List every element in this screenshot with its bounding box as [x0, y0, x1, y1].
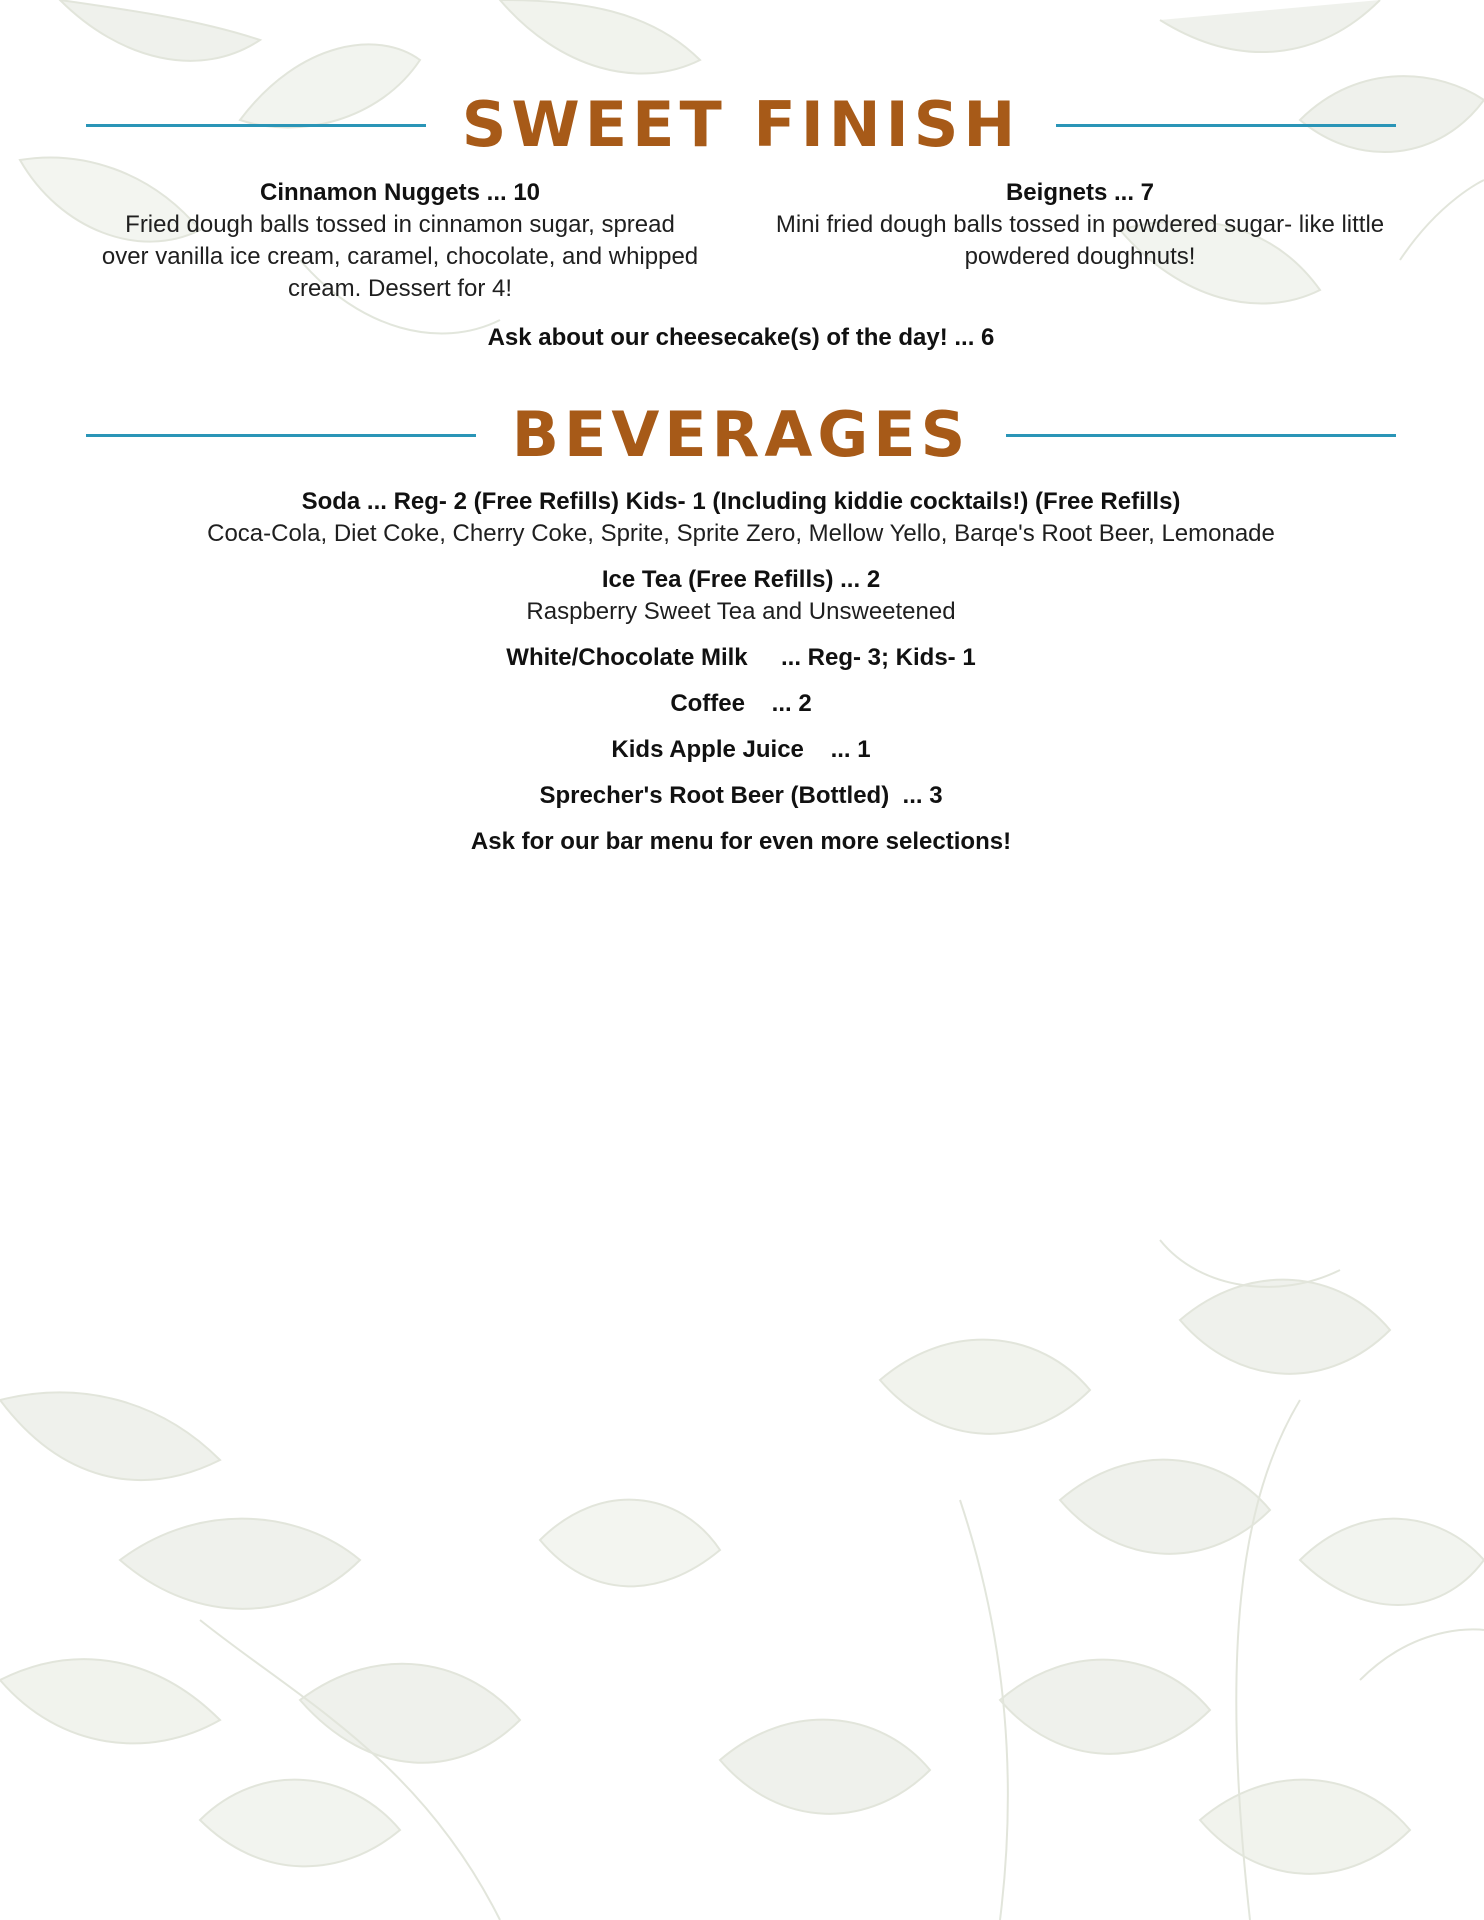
divider-rule-left — [86, 124, 426, 127]
item-title: Soda ... Reg- 2 (Free Refills) Kids- 1 (Including kiddie cocktails!) (Free Refills) — [301, 488, 1181, 515]
item-title: Ice Tea (Free Refills) ... 2 — [601, 566, 881, 593]
item-description: Fried dough balls tossed in cinnamon sugar, spread over vanilla ice cream, caramel, chocolate, and whipped cream. Dessert for 4! — [101, 211, 699, 302]
section-title: SWEET FINISH — [461, 88, 1021, 161]
item-title: White/Chocolate Milk ... Reg- 3; Kids- 1 — [506, 644, 976, 671]
item-title: Kids Apple Juice ... 1 — [611, 736, 871, 763]
divider-rule-right — [1006, 434, 1396, 437]
beverages-list — [86, 486, 1396, 858]
section-title: BEVERAGES — [511, 398, 971, 471]
sweet-finish-header — [86, 88, 1396, 161]
item-title: Beignets ... 7 — [1005, 179, 1155, 206]
menu-item-cinnamon-nuggets — [100, 177, 700, 305]
item-title: Sprecher's Root Beer (Bottled) ... 3 — [539, 782, 943, 809]
menu-item-ice-tea — [86, 564, 1396, 628]
menu-item-root-beer — [86, 780, 1396, 812]
menu-item-beignets — [770, 177, 1390, 273]
item-description: Mini fried dough balls tossed in powdered sugar- like little powdered doughnuts! — [775, 211, 1385, 270]
bar-menu-note: Ask for our bar menu for even more selections! — [470, 828, 1012, 855]
item-title: Coffee ... 2 — [670, 690, 812, 717]
menu-item-soda — [86, 486, 1396, 550]
menu-item-milk — [86, 642, 1396, 674]
item-description: Coca-Cola, Diet Coke, Cherry Coke, Sprite, Sprite Zero, Mellow Yello, Barqe's Root Beer, Lemonade — [207, 520, 1275, 547]
menu-item-apple-juice — [86, 734, 1396, 766]
divider-rule-left — [86, 434, 476, 437]
divider-rule-right — [1056, 124, 1396, 127]
beverages-header — [86, 398, 1396, 471]
menu-item-coffee — [86, 688, 1396, 720]
item-title: Cinnamon Nuggets ... 10 — [259, 179, 541, 206]
item-description: Raspberry Sweet Tea and Unsweetened — [526, 598, 956, 625]
cheesecake-note: Ask about our cheesecake(s) of the day! ... 6 — [487, 324, 995, 351]
